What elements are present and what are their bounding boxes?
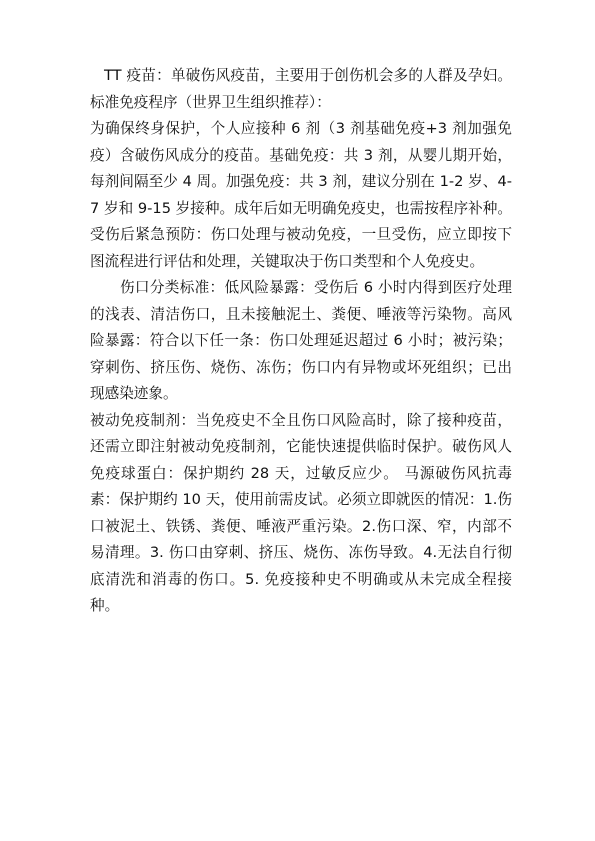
document-page <box>90 63 512 620</box>
paragraph-wound-classification: 伤口分类标准：低风险暴露：受伤后 6 小时内得到医疗处理的浅表、清洁伤口，且未接触泥土、粪便、唾液等污染物。高风险暴露：符合以下任一条：伤口处理延迟超过 6 小时；被污染；穿刺伤、挤压伤、烧伤、冻伤；伤口内有异物或坏死组织；已出现感染迹象。 <box>90 279 512 402</box>
paragraph-immunization-schedule: 为确保终身保护，个人应接种 6 剂（3 剂基础免疫+3 剂加强免疫）含破伤风成分的疫苗。基础免疫：共 3 剂，从婴儿期开始，每剂间隔至少 4 周。加强免疫：共 3 剂，建议分别在 1-2 岁、4-7 岁和 9-15 岁接种。成年后如无明确免疫史，也需按程序补种。受伤后紧急预防：伤口处理与被动免疫，一旦受伤，应立即按下图流程进行评估和处理，关键取决于伤口类型和个人免疫史。 <box>90 120 512 270</box>
paragraph-tt-vaccine-intro: TT 疫苗：单破伤风疫苗，主要用于创伤机会多的人群及孕妇。标准免疫程序（世界卫生组织推荐）： <box>90 67 512 111</box>
paragraph-passive-immunization: 被动免疫制剂：当免疫史不全且伤口风险高时，除了接种疫苗，还需立即注射被动免疫制剂，它能快速提供临时保护。破伤风人免疫球蛋白：保护期约 28 天，过敏反应少。 马源破伤风抗毒素：保护期约 10 天，使用前需皮试。必须立即就医的情况：1.伤口被泥土、铁锈、粪便、唾液严重污染。2.伤口深、窄，内部不易清理。3. 伤口由穿刺、挤压、烧伤、冻伤导致。4.无法自行彻底清洗和消毒的伤口。5. 免疫接种史不明确或从未完成全程接种。 <box>90 411 512 614</box>
